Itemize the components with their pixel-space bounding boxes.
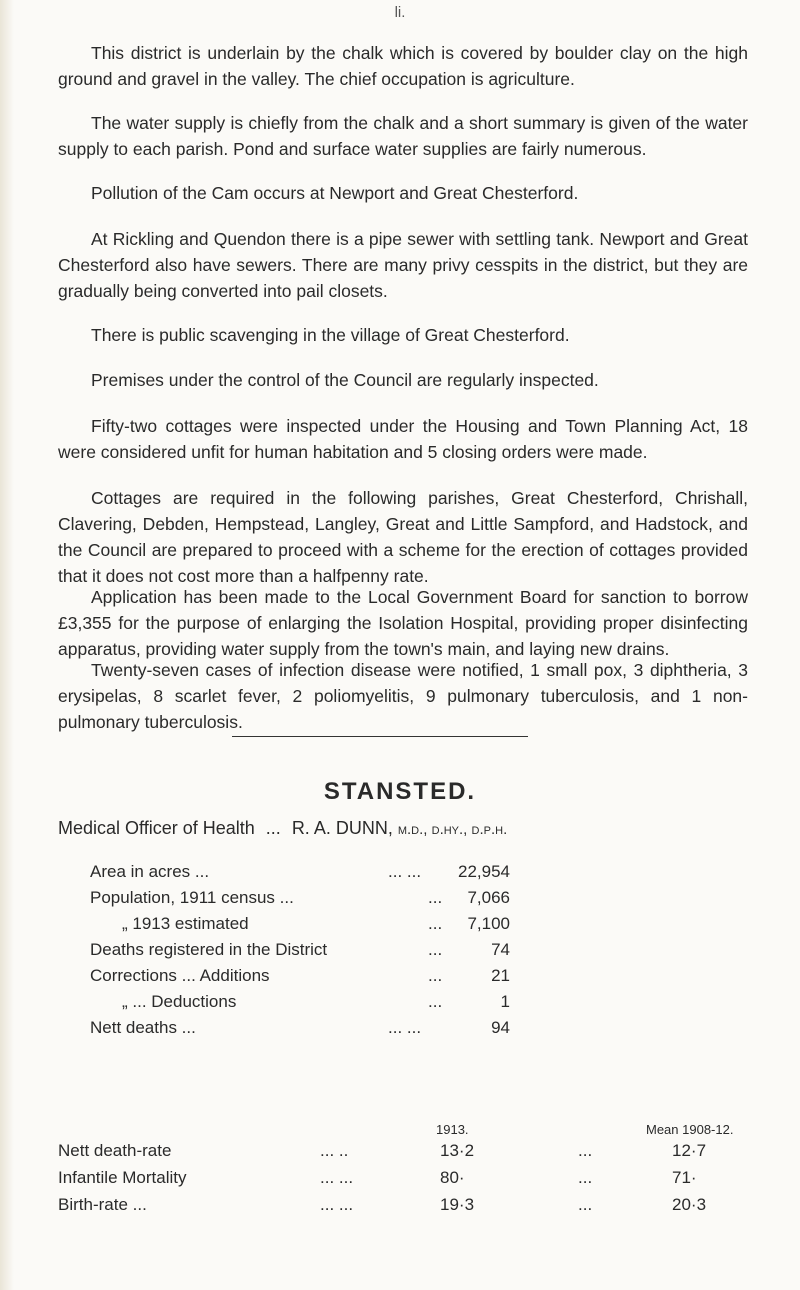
medical-officer-line — [58, 818, 758, 839]
rate-dots: ... — [578, 1195, 593, 1214]
stat-row-nett-deaths — [90, 1018, 510, 1042]
officer-dots: ... — [265, 818, 281, 838]
stat-value: 7,100 — [467, 914, 510, 933]
officer-label: Medical Officer of Health — [58, 818, 255, 838]
rate-row-infantile-mortality — [58, 1168, 758, 1194]
rate-dots: ... — [578, 1168, 593, 1187]
paragraph-scavenging: There is public scavenging in the village of Great Chesterford. — [91, 325, 570, 345]
stat-label: Area in acres ... — [90, 862, 210, 881]
rate-dots: ... ... — [320, 1168, 354, 1187]
paragraph-geology: This district is underlain by the chalk which is covered by boulder clay on the high ground and gravel in the valley. The chief occupation is agriculture. — [58, 43, 748, 89]
rate-dots: ... ... — [320, 1195, 354, 1214]
stat-dots: ... — [428, 914, 443, 933]
paragraph-housing: Fifty-two cottages were inspected under the Housing and Town Planning Act, 18 were considered unfit for human habitation and 5 closing orders were made. — [58, 416, 748, 462]
stat-value: 1 — [500, 992, 510, 1011]
stat-row-deaths-registered — [90, 940, 510, 964]
paragraph-premises: Premises under the control of the Council are regularly inspected. — [91, 370, 599, 390]
district-title: STANSTED. — [323, 778, 477, 805]
rates-header-mean: Mean 1908-12. — [646, 1122, 734, 1137]
stat-label: „ 1913 estimated — [122, 914, 249, 933]
paragraph-pollution: Pollution of the Cam occurs at Newport and Great Chesterford. — [91, 183, 579, 203]
stat-label: Population, 1911 census ... — [90, 888, 294, 907]
stat-value: 94 — [491, 1018, 510, 1037]
officer-qualifications: m.d., d.hy., d.p.h. — [397, 821, 508, 838]
stat-dots: ... — [428, 888, 443, 907]
rate-mean-value: 71· — [672, 1168, 697, 1187]
stat-row-population-1913 — [90, 914, 510, 938]
stat-row-deductions — [90, 992, 510, 1016]
paragraph-isolation-hospital: Application has been made to the Local Government Board for sanction to borrow £3,355 for the purpose of enlarging the Isolation Hospital, providing proper disinfecting apparatus, providing water supply from the town's main, and laying new drains. — [58, 587, 748, 659]
page-number: li. — [394, 4, 406, 21]
stat-dots: ... — [428, 940, 443, 959]
page-edge-stain — [0, 0, 14, 1290]
rate-row-death-rate — [58, 1141, 758, 1167]
rate-mean-value: 12·7 — [672, 1141, 707, 1160]
rate-label: Nett death-rate — [58, 1141, 172, 1160]
rates-header-1913: 1913. — [436, 1122, 469, 1137]
rate-dots: ... — [578, 1141, 593, 1160]
stat-label: Deaths registered in the District — [90, 940, 328, 959]
paragraph-cottages: Cottages are required in the following parishes, Great Chesterford, Chrishall, Clavering, Debden, Hempstead, Langley, Great and Little Sampford, and Hadstock, and the Council are prepared to proceed with a scheme for the erection of cottages provided that it does not cost more than a halfpenny rate. — [58, 488, 748, 586]
paragraph-sewers: At Rickling and Quendon there is a pipe sewer with settling tank. Newport and Great Chesterford also have sewers. There are many privy cesspits in the district, but they are gradually being converted into pail closets. — [58, 229, 748, 301]
stat-dots: ... — [428, 992, 443, 1011]
stat-row-additions — [90, 966, 510, 990]
rate-label: Birth-rate ... — [58, 1195, 147, 1214]
stat-dots: ... — [428, 966, 443, 985]
stat-value: 7,066 — [467, 888, 510, 907]
stat-label: „ ... Deductions — [122, 992, 237, 1011]
stat-row-area — [90, 862, 510, 886]
paragraph-infections: Twenty-seven cases of infection disease were notified, 1 small pox, 3 diphtheria, 3 erysipelas, 8 scarlet fever, 2 poliomyelitis, 9 pulmonary tuberculosis, and 1 non-pulmonary tuberculosis. — [58, 660, 748, 732]
rate-1913-value: 13·2 — [440, 1141, 475, 1160]
stat-dots: ... ... — [388, 862, 422, 881]
paragraph-water-supply: The water supply is chiefly from the chalk and a short summary is given of the water supply to each parish. Pond and surface water supplies are fairly numerous. — [58, 113, 748, 159]
stat-value: 74 — [491, 940, 510, 959]
rate-row-birth-rate — [58, 1195, 758, 1221]
rate-label: Infantile Mortality — [58, 1168, 187, 1187]
rate-1913-value: 19·3 — [440, 1195, 475, 1214]
stat-label: Nett deaths ... — [90, 1018, 196, 1037]
stat-dots: ... ... — [388, 1018, 422, 1037]
stat-value: 22,954 — [458, 862, 510, 881]
section-divider — [232, 736, 528, 737]
rate-dots: ... .. — [320, 1141, 349, 1160]
officer-name: R. A. DUNN, — [291, 818, 393, 838]
stat-label: Corrections ... Additions — [90, 966, 270, 985]
stat-row-population-1911 — [90, 888, 510, 912]
rate-mean-value: 20·3 — [672, 1195, 707, 1214]
stat-value: 21 — [491, 966, 510, 985]
rate-1913-value: 80· — [440, 1168, 465, 1187]
